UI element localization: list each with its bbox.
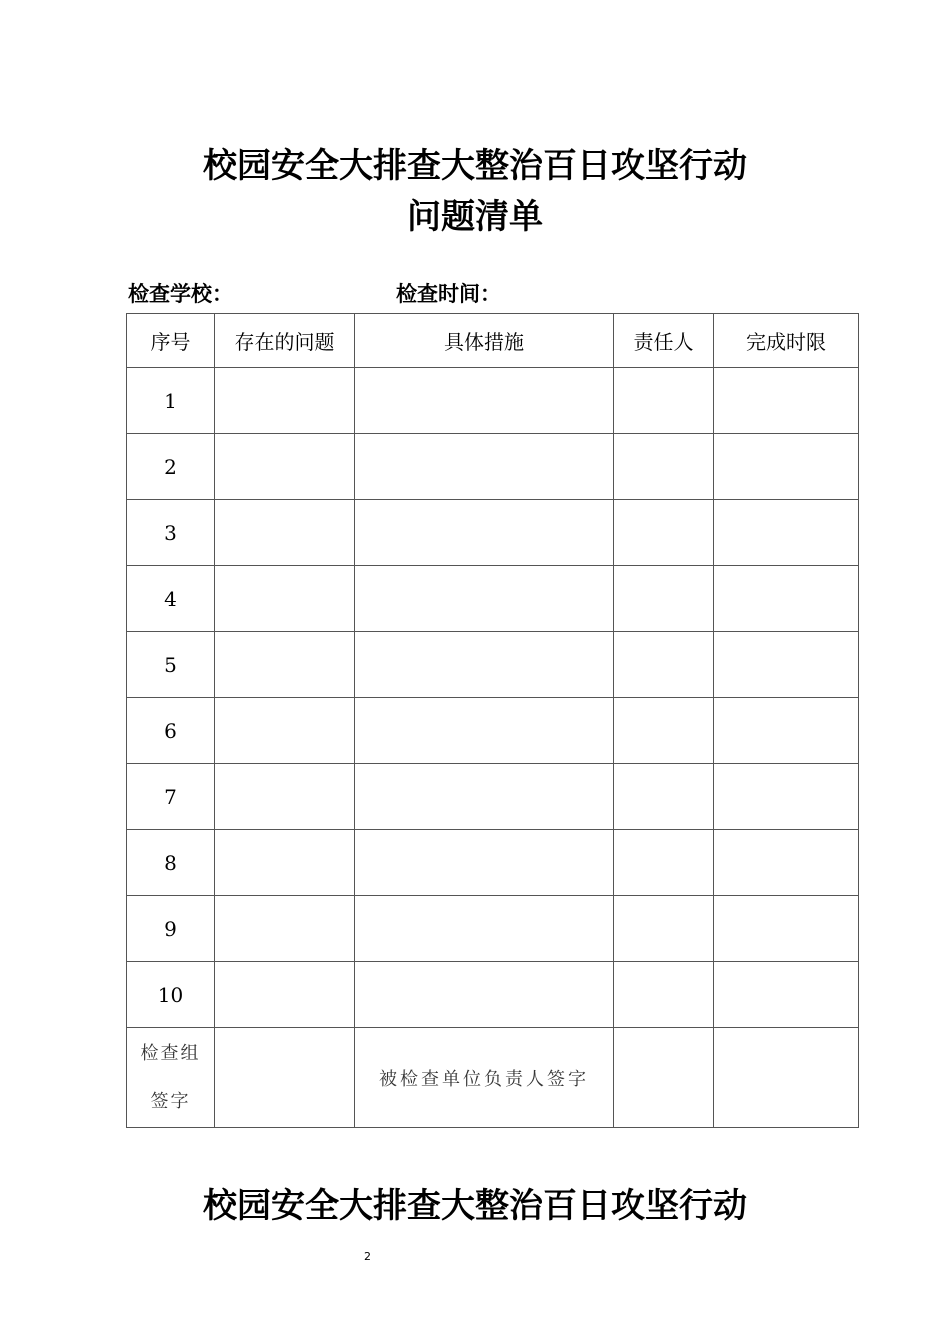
measures-cell [355,368,614,434]
responsible-cell [614,368,714,434]
problem-cell [215,434,355,500]
next-page-title: 校园安全大排查大整治百日攻坚行动 [203,1186,747,1226]
measures-cell [355,896,614,962]
problem-cell [215,500,355,566]
row-number: 3 [127,500,215,566]
problem-cell [215,632,355,698]
problem-list-table [126,313,859,1128]
table-row [127,368,859,434]
measures-cell [355,566,614,632]
header-deadline: 完成时限 [714,314,859,368]
row-number: 2 [127,434,215,500]
inspector-signature-label-line1: 检查组 [140,1042,201,1064]
inspected-unit-signature-label: 被检查单位负责人签字 [379,1068,589,1090]
responsible-cell [614,566,714,632]
row-number: 10 [127,962,215,1028]
responsible-cell [614,434,714,500]
inspector-signature-label-cell [127,1028,215,1128]
header-existing-problem: 存在的问题 [215,314,355,368]
inspected-signature-label-cell [355,1028,614,1128]
table-row [127,698,859,764]
responsible-cell [614,632,714,698]
deadline-cell [714,764,859,830]
problem-cell [215,764,355,830]
table-row [127,500,859,566]
deadline-cell [714,698,859,764]
measures-cell [355,698,614,764]
measures-cell [355,830,614,896]
header-responsible-person: 责任人 [614,314,714,368]
table-row [127,764,859,830]
page-number: 2 [364,1250,371,1263]
row-number: 8 [127,830,215,896]
row-number: 6 [127,698,215,764]
measures-cell [355,500,614,566]
problem-cell [215,896,355,962]
deadline-cell [714,500,859,566]
deadline-cell [714,368,859,434]
problem-cell [215,698,355,764]
document-title-line1: 校园安全大排查大整治百日攻坚行动 [203,146,747,186]
problem-cell [215,368,355,434]
measures-cell [355,434,614,500]
responsible-cell [614,830,714,896]
header-specific-measures: 具体措施 [355,314,614,368]
row-number: 1 [127,368,215,434]
document-title-line2: 问题清单 [407,197,543,237]
table-row [127,962,859,1028]
table-row [127,434,859,500]
table-row [127,566,859,632]
deadline-cell [714,632,859,698]
table-row [127,896,859,962]
measures-cell [355,632,614,698]
row-number: 5 [127,632,215,698]
deadline-cell [714,896,859,962]
inspection-time-label: 检查时间： [396,282,501,306]
inspected-signature-cell [614,1028,714,1128]
responsible-cell [614,698,714,764]
deadline-cell [714,962,859,1028]
deadline-cell [714,566,859,632]
deadline-cell [714,830,859,896]
responsible-cell [614,500,714,566]
deadline-cell [714,434,859,500]
responsible-cell [614,764,714,830]
row-number: 9 [127,896,215,962]
header-serial-number: 序号 [127,314,215,368]
row-number: 7 [127,764,215,830]
inspector-signature-cell [215,1028,355,1128]
signature-row [127,1028,859,1128]
table-header-row [127,314,859,368]
problem-cell [215,830,355,896]
table-row [127,632,859,698]
responsible-cell [614,896,714,962]
measures-cell [355,962,614,1028]
responsible-cell [614,962,714,1028]
table-row [127,830,859,896]
problem-cell [215,566,355,632]
signature-extra-cell [714,1028,859,1128]
measures-cell [355,764,614,830]
problem-cell [215,962,355,1028]
inspector-signature-label-line2: 签字 [150,1090,191,1112]
inspected-school-label: 检查学校： [128,282,233,306]
row-number: 4 [127,566,215,632]
